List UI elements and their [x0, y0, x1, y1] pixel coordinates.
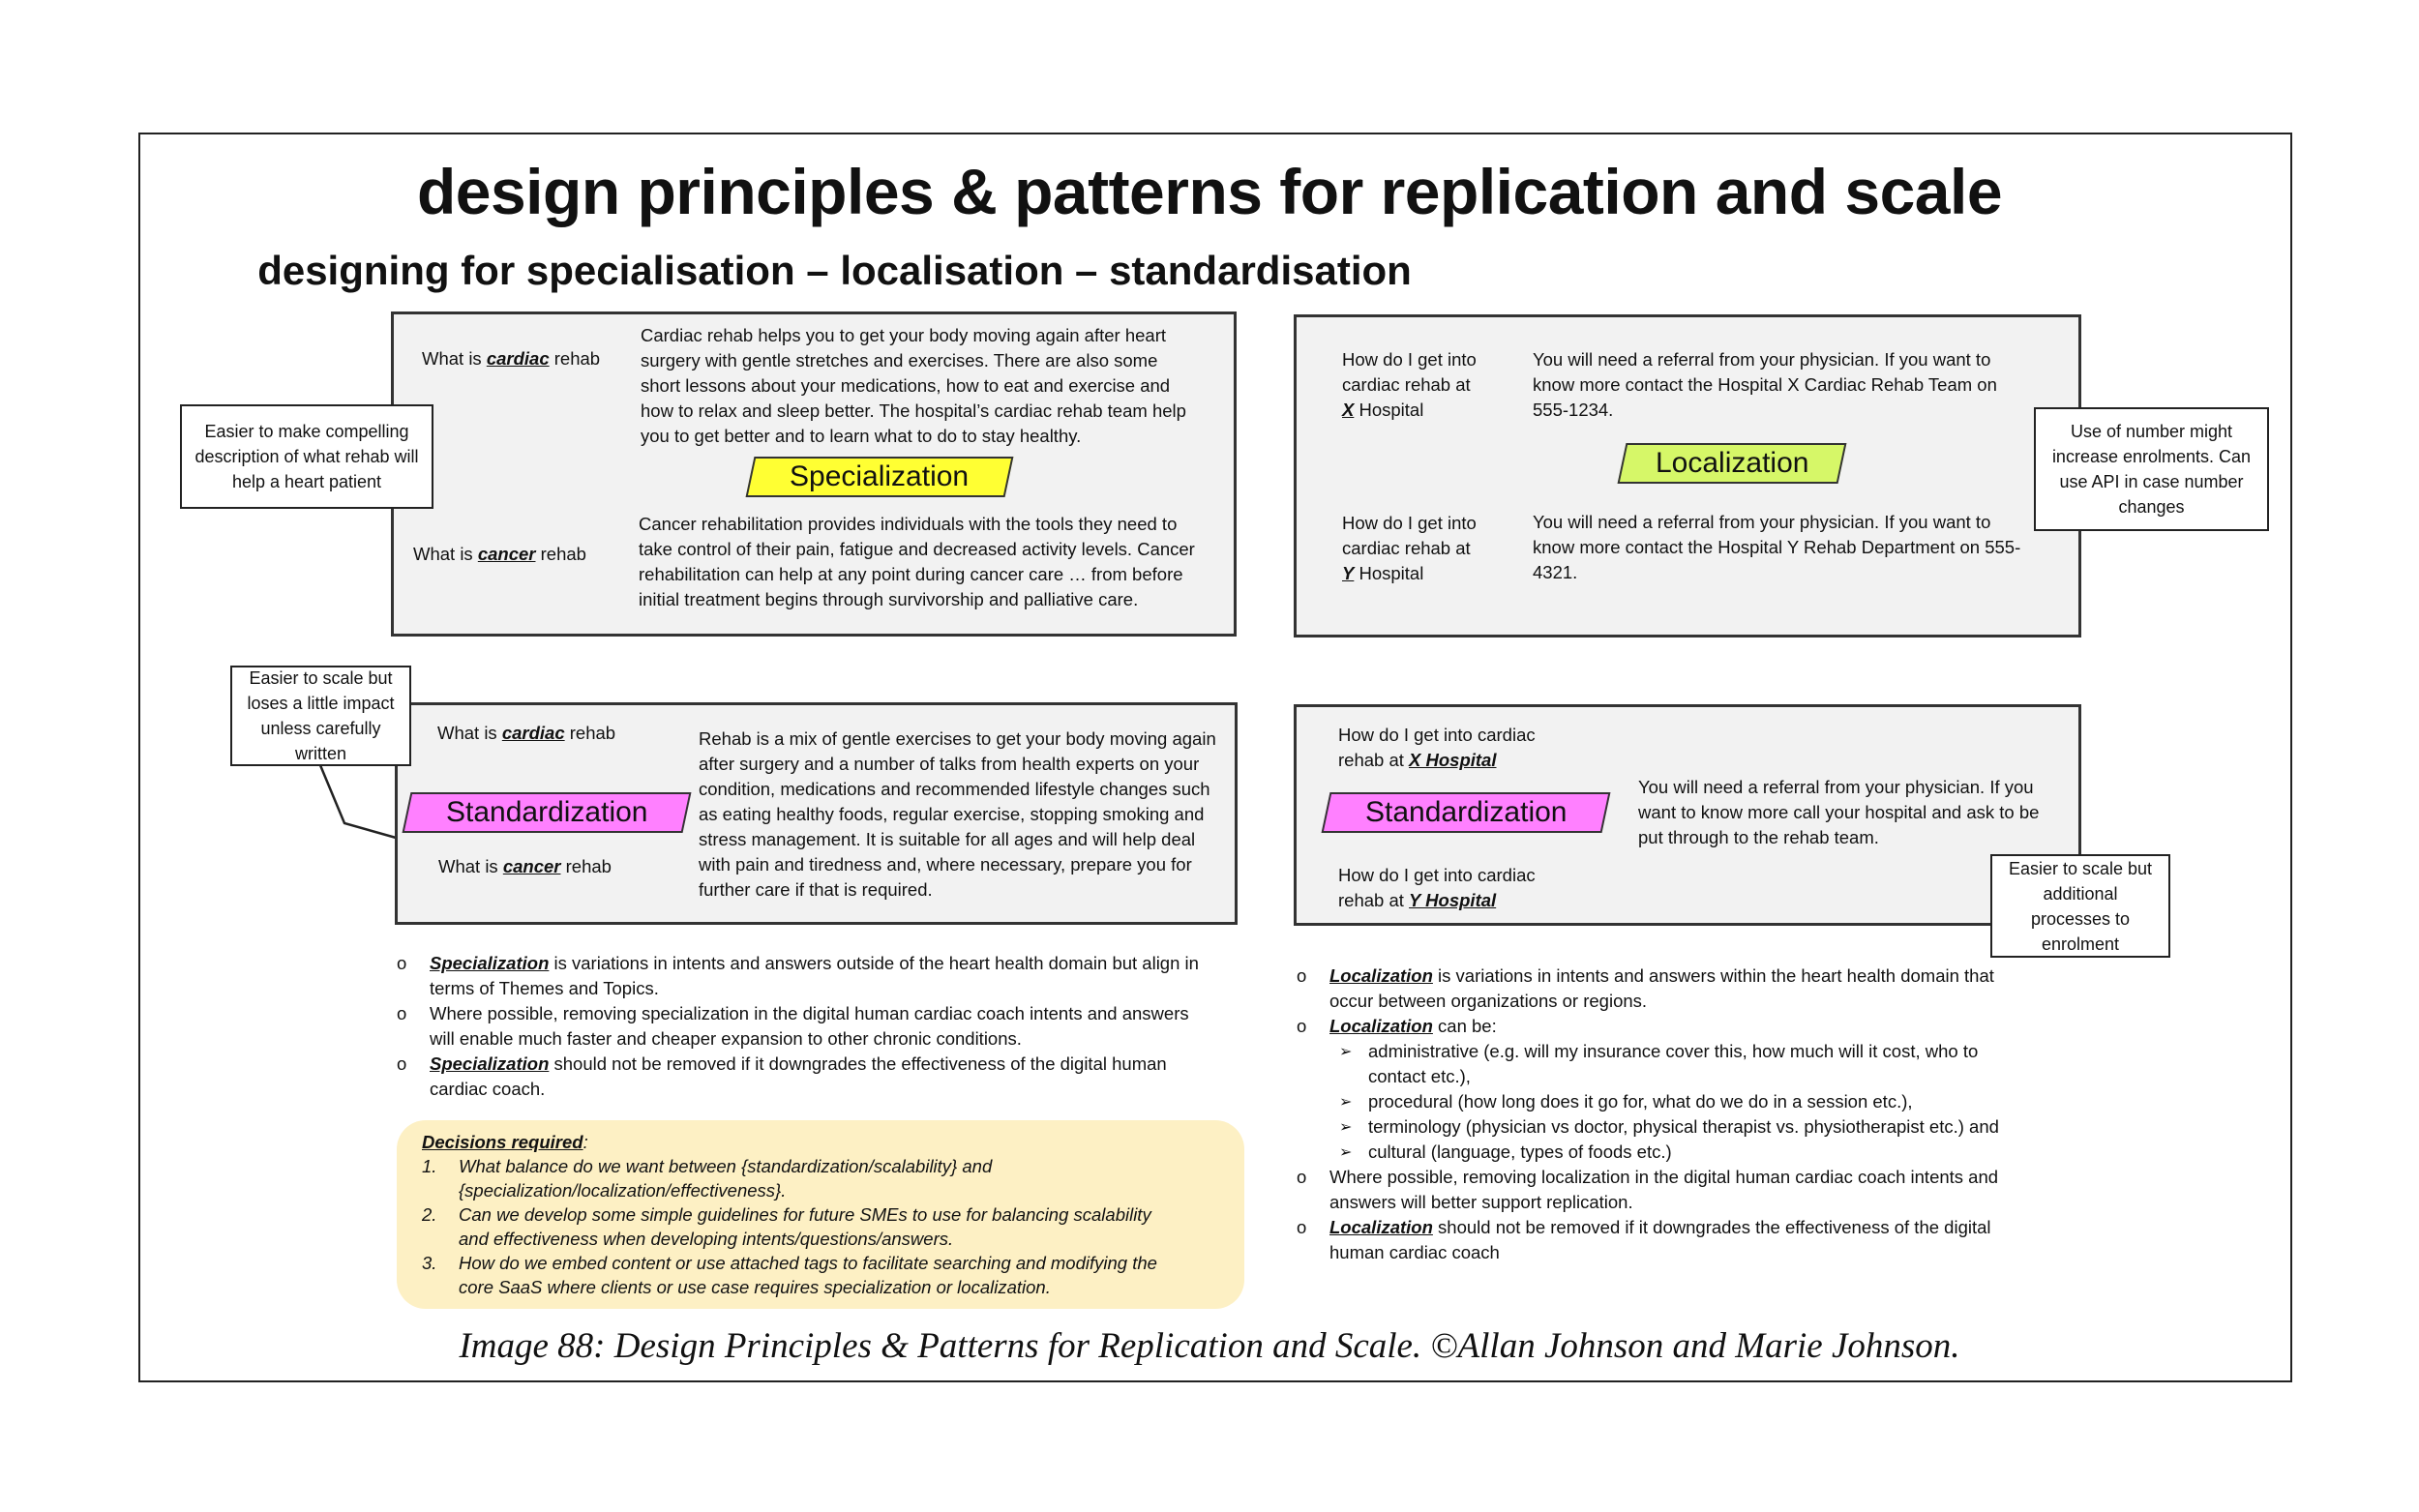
bullet-item: o Where possible, removing specialization in the digital human cardiac coach intents and answers will enable much faster and cheaper expansion to other chronic conditions.: [397, 1001, 1248, 1052]
decision-item: 3. How do we embed content or use attached tags to facilitate searching and modifying the core SaaS where clients or use case requires specialization or localization.: [422, 1253, 1157, 1297]
bullet-item: o Specialization is variations in intents and answers outside of the heart health domain but align in terms of Themes and Topics.: [397, 951, 1248, 1001]
sub-bullet-item: ➢ procedural (how long does it go for, what do we do in a session etc.),: [1297, 1089, 2167, 1114]
sub-bullet-item: ➢ cultural (language, types of foods etc.): [1297, 1140, 2167, 1165]
figure-caption: Image 88: Design Principles & Patterns for Replication and Scale. ©Allan Johnson and Marie Johnson.: [459, 1326, 1960, 1366]
note-scale-left: Easier to scale but loses a little impact unless carefully written: [230, 666, 411, 766]
loc-q1: How do I get into cardiac rehab at X Hospital: [1342, 349, 1477, 420]
spec-a1: Cardiac rehab helps you to get your body moving again after heart surgery with gentle stretches and exercises. There are also some short lessons about your medications, how to eat and exercise and how to relax and sleep better. The hospital’s cardiac rehab team help you to get better and to learn what to do to stay healthy.: [641, 325, 1186, 446]
standardization-tag-left: Standardization: [403, 792, 692, 833]
bullet-item: o Localization should not be removed if it downgrades the effectiveness of the digital human cardiac coach: [1297, 1215, 2167, 1265]
loc-a2: You will need a referral from your physician. If you want to know more contact the Hospital Y Rehab Department on 555- 4321.: [1533, 512, 2021, 582]
decision-item: 1. What balance do we want between {standardization/scalability} and {specialization/localization/effectiveness}.: [422, 1156, 993, 1201]
std-right-q1: How do I get into cardiac rehab at X Hospital: [1338, 725, 1536, 770]
localization-tag: Localization: [1618, 443, 1847, 484]
decisions-heading: Decisions required: [422, 1132, 583, 1152]
specialization-bullets: [397, 951, 1248, 1102]
loc-q2: How do I get into cardiac rehab at Y Hospital: [1342, 513, 1477, 583]
page-title: design principles & patterns for replication and scale: [416, 156, 2003, 227]
spec-q2: What is cancer rehab: [413, 544, 586, 564]
sub-bullet-item: ➢ administrative (e.g. will my insurance cover this, how much will it cost, who to contact etc.),: [1297, 1039, 2167, 1089]
bullet-item: o Localization is variations in intents and answers within the heart health domain that occur between organizations or regions.: [1297, 964, 2167, 1014]
bullet-item: o Specialization should not be removed if it downgrades the effectiveness of the digital human cardiac coach.: [397, 1052, 1248, 1102]
note-scale-right: Easier to scale but additional processes to enrolment: [1990, 854, 2170, 958]
localization-bullets: [1297, 964, 2167, 1265]
std-left-q1: What is cardiac rehab: [437, 723, 616, 743]
bullet-item: o Where possible, removing localization in the digital human cardiac coach intents and answers will better support replication.: [1297, 1165, 2167, 1215]
standardization-tag-right: Standardization: [1322, 792, 1611, 833]
std-left-answer: Rehab is a mix of gentle exercises to get your body moving again after surgery and a number of talks from health experts on your condition, medications and recommended lifestyle changes such as eating healthy foods, regular exercise, stopping smoking and stress management. It is suitable for all ages and will help deal with pain and tiredness and, where necessary, prepare you for further care if that is required.: [699, 728, 1216, 900]
spec-q1: What is cardiac rehab: [422, 348, 601, 369]
decision-item: 2. Can we develop some simple guidelines for future SMEs to use for balancing scalability and effectiveness when developing intents/questions/answers.: [422, 1204, 1151, 1249]
std-right-answer: You will need a referral from your physician. If you want to know more call your hospital and ask to be put through to the rehab team.: [1638, 777, 2040, 847]
page-subtitle: designing for specialisation – localisation – standardisation: [257, 248, 1412, 293]
bullet-item: o Localization can be:: [1297, 1014, 2167, 1039]
std-left-q2: What is cancer rehab: [438, 856, 612, 876]
spec-a2: Cancer rehabilitation provides individuals with the tools they need to take control of their pain, fatigue and decreased activity levels. Cancer rehabilitation can help at any point during cancer care … from before initial treatment begins through survivorship and palliative care.: [639, 514, 1195, 609]
note-api: Use of number might increase enrolments. Can use API in case number changes: [2034, 407, 2269, 531]
sub-bullet-item: ➢ terminology (physician vs doctor, physical therapist vs. physiotherapist etc.) and: [1297, 1114, 2167, 1140]
std-right-q2: How do I get into cardiac rehab at Y Hospital: [1338, 865, 1536, 910]
loc-a1: You will need a referral from your physician. If you want to know more contact the Hospital X Cardiac Rehab Team on 555-1234.: [1533, 349, 1997, 420]
decisions-box: Decisions required: 1. What balance do we want between {standardization/scalability} and {specialization/localization/effectiveness}. 2. Can we develop some simple guidelines for future SMEs to use for balancing scalability and effectiveness when developing intents/questions/answers. 3. How do we embed content or use attached tags to facilitate searching and modifying the core SaaS where clients or use case requires specialization or localization.: [397, 1120, 1244, 1309]
note-compelling: Easier to make compelling description of what rehab will help a heart patient: [180, 404, 433, 509]
specialization-tag: Specialization: [746, 457, 1014, 497]
